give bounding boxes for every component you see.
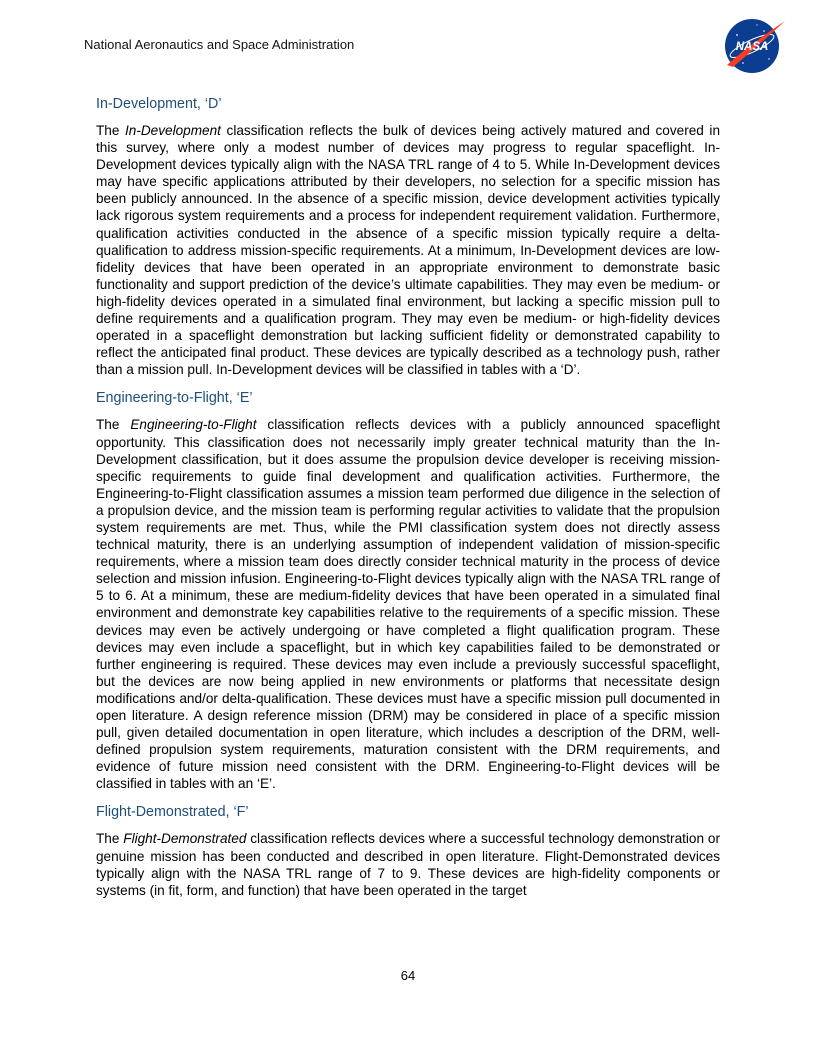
section-heading-engineering-to-flight: Engineering-to-Flight, ‘E’ [96, 390, 253, 407]
document-body [96, 96, 720, 911]
page-number: 64 [400, 968, 416, 983]
nasa-logo-text: NASA [735, 41, 769, 53]
paragraph-engineering-to-flight: The Engineering-to-Flight classification reflects devices with a publicly announced spaceflight opportunity. This classification does not necessarily imply greater technical maturity than the In-Development classification, but it does assume the propulsion device developer is receiving mission-specific requirements to guide final development and qualification activities. Furthermore, the Engineering-to-Flight classification assumes a mission team performed due diligence in the selection of a propulsion device, and the mission team is performing regular activities to validate that the propulsion system requirements are met. Thus, while the PMI classification system does not directly assess technical maturity, there is an underlying assumption of independent validation of mission-specific requirements, where a mission team does directly consider technical maturity in the process of device selection and mission infusion. Engineering-to-Flight devices typically align with the NASA TRL range of 5 to 6. At a minimum, these are medium-fidelity devices that have been operated in a simulated final environment and demonstrate key capabilities relative to the requirements of a specific mission. These devices may even be actively undergoing or have completed a flight qualification program. These devices may even include a spaceflight, but in which key capabilities failed to be demonstrated or further engineering is required. These devices may even include a previously successful spaceflight, but the devices are now being applied in new environments or platforms that necessitate design modifications and/or delta-qualification. These devices must have a specific mission pull documented in open literature. A design reference mission (DRM) may be considered in place of a specific mission pull, given detailed documentation in open literature, which includes a description of the DRM, well-defined propulsion system requirements, maturation consistent with the DRM requirements, and evidence of future mission need consistent with the DRM. Engineering-to-Flight devices will be classified in tables with an ‘E’. [96, 417, 720, 792]
paragraph-in-development: The In-Development classification reflects the bulk of devices being actively matured and covered in this survey, where only a modest number of devices may progress to regular spaceflight. In-Development devices typically align with the NASA TRL range of 4 to 5. While In-Development devices may have specific applications attributed by their developers, no selection for a specific mission has been publicly announced. In the absence of a specific mission, device development activities typically lack rigorous system requirements and a process for independent requirement validation. Furthermore, qualification activities conducted in the absence of a specific mission typically require a delta-qualification to address mission-specific requirements. At a minimum, In-Development devices are low-fidelity devices that have been operated in an appropriate environment to demonstrate basic functionality and support prediction of the device’s ultimate capabilities. They may even be medium- or high-fidelity devices operated in a simulated final environment, but lacking a specific mission pull to define requirements and a qualification program. They may even be medium- or high-fidelity devices operated in a spaceflight demonstration but lacking sufficient fidelity or demonstrated capability to reflect the anticipated final product. These devices are typically described as a technology push, rather than a mission pull. In-Development devices will be classified in tables with a ‘D’. [96, 123, 720, 378]
section-heading-in-development: In-Development, ‘D’ [96, 96, 222, 112]
nasa-logo-icon [719, 15, 787, 75]
section-heading-flight-demonstrated: Flight-Demonstrated, ‘F’ [96, 804, 249, 821]
header-org-name: National Aeronautics and Space Administration [84, 37, 355, 52]
paragraph-flight-demonstrated: The Flight-Demonstrated classification reflects devices where a successful technology demonstration or genuine mission has been conducted and described in open literature. Flight-Demonstrated devices typically align with the NASA TRL range of 7 to 9. These devices are high-fidelity components or systems (in fit, form, and function) that have been operated in the target [96, 831, 720, 898]
